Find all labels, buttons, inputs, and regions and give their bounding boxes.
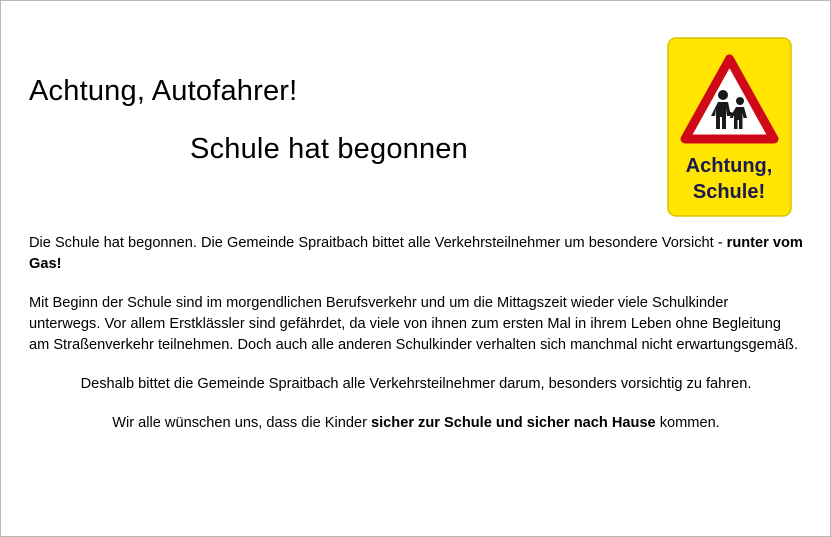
- paragraph-closing: [29, 413, 803, 434]
- warning-sign-graphic: [667, 37, 792, 217]
- text-run: kommen.: [655, 415, 720, 431]
- text-run: Mit Beginn der Schule sind im morgendlichen Berufsverkehr und um die Mittagszeit wieder viele Schulkinder unterwegs. Vor allem Erstklässler sind gefährdet, da viele von ihnen zum ersten Mal in ihrem Leben ohne Begleitung am Straßenverkehr teilnehmen. Doch auch alle anderen Schulkinder verhalten sich manchmal nicht erwartungsgemäß.: [29, 295, 798, 353]
- page-title: Achtung, Autofahrer!: [29, 75, 298, 107]
- paragraph-details: [29, 293, 803, 356]
- sign-label-line-1: Achtung,: [685, 155, 773, 177]
- document-content: [1, 1, 830, 536]
- text-run: Deshalb bittet die Gemeinde Spraitbach alle Verkehrsteilnehmer darum, besonders vorsichtig zu fahren.: [80, 376, 752, 392]
- text-run: Die Schule hat begonnen. Die Gemeinde Spraitbach bittet alle Verkehrsteilnehmer um besondere Vorsicht -: [29, 235, 727, 251]
- paragraph-request: [29, 374, 803, 395]
- page-subtitle: Schule hat begonnen: [190, 133, 468, 165]
- body-text-block: [29, 233, 803, 434]
- sign-label-line-2: Schule!: [692, 181, 766, 203]
- text-run-bold: sicher zur Schule und sicher nach Hause: [371, 415, 656, 431]
- school-crossing-warning-sign-icon: [667, 37, 792, 217]
- text-run: Wir alle wünschen uns, dass die Kinder: [112, 415, 371, 431]
- paragraph-intro: [29, 233, 803, 275]
- heading-block: [29, 73, 589, 167]
- text-run-bold: runter vom Gas!: [29, 235, 803, 272]
